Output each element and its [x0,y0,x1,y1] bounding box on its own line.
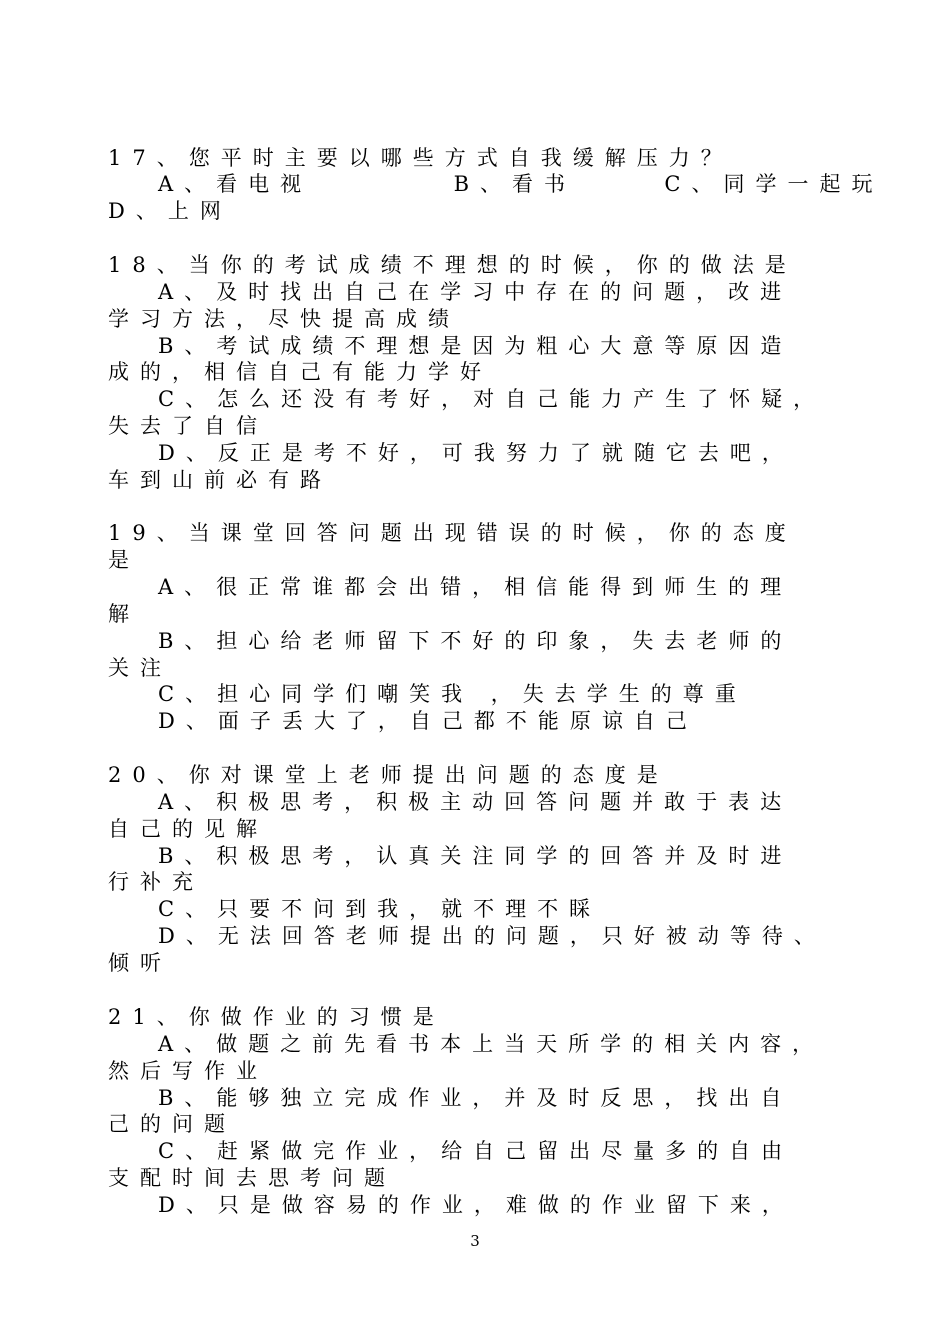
q17-options: A、看电视 B、看书 C、同学一起玩 [158,172,884,196]
q19-option-b-cont: 关注 [108,656,172,680]
q18-option-d: D、反正是考不好，可我努力了就随它去吧， [158,441,794,465]
page-number: 3 [470,1232,480,1250]
q20-title: 20、你对课堂上老师提出问题的态度是 [108,763,669,787]
q19-option-b: B、担心给老师留下不好的印象，失去老师的 [158,629,793,653]
q21-option-c-cont: 支配时间去思考问题 [108,1166,396,1190]
q19-option-c: C、担心同学们嘲笑我 ，失去学生的尊重 [158,682,747,706]
q17-option-d: D、上网 [108,199,232,223]
q20-option-b-cont: 行补充 [108,870,204,894]
q19-title-cont: 是 [108,548,140,572]
q18-option-b: B、考试成绩不理想是因为粗心大意等原因造 [158,334,793,358]
q18-option-a: A、及时找出自己在学习中存在的问题，改进 [158,280,793,304]
q21-option-b: B、能够独立完成作业，并及时反思，找出自 [158,1086,793,1110]
q18-option-d-cont: 车到山前必有路 [108,468,332,492]
q18-title: 18、当你的考试成绩不理想的时候，你的做法是 [108,253,797,277]
q19-option-d: D、面子丢大了，自己都不能原谅自己 [158,709,698,733]
q19-option-a: A、很正常谁都会出错，相信能得到师生的理 [158,575,793,599]
q20-option-a: A、积极思考，积极主动回答问题并敢于表达 [158,790,793,814]
q21-option-b-cont: 己的问题 [108,1112,236,1136]
q21-option-c: C、赶紧做完作业，给自己留出尽量多的自由 [158,1139,794,1163]
q19-option-a-cont: 解 [108,602,140,626]
q21-option-a-cont: 然后写作业 [108,1059,268,1083]
q21-option-a: A、做题之前先看书本上当天所学的相关内容， [158,1032,825,1056]
q20-option-d: D、无法回答老师提出的问题，只好被动等待、 [158,924,826,948]
q18-option-a-cont: 学习方法，尽快提高成绩 [108,307,460,331]
q21-title: 21、你做作业的习惯是 [108,1005,445,1029]
q20-option-a-cont: 自己的见解 [108,817,268,841]
q20-option-b: B、积极思考，认真关注同学的回答并及时进 [158,844,793,868]
q20-option-c: C、只要不问到我，就不理不睬 [158,897,602,921]
q18-option-c: C、怎么还没有考好，对自己能力产生了怀疑， [158,387,826,411]
q18-option-b-cont: 成的，相信自己有能力学好 [108,360,492,384]
q20-option-d-cont: 倾听 [108,951,172,975]
q17-title: 17、您平时主要以哪些方式自我缓解压力？ [108,146,733,170]
q18-option-c-cont: 失去了自信 [108,414,268,438]
q21-option-d: D、只是做容易的作业，难做的作业留下来， [158,1193,794,1217]
q19-title: 19、当课堂回答问题出现错误的时候，你的态度 [108,521,797,545]
